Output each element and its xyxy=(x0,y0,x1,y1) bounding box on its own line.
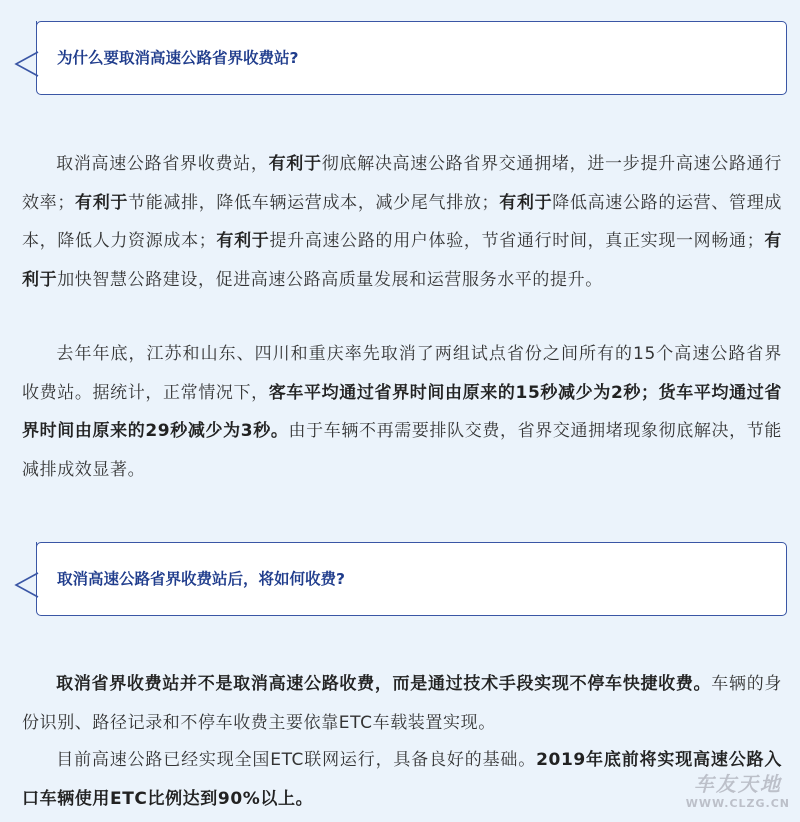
text-span: 提升高速公路的用户体验，节省通行时间，真正实现一网畅通； xyxy=(269,231,765,251)
bold-span: 有利于 xyxy=(268,154,322,174)
watermark-text: 车友天地 xyxy=(693,772,782,796)
paragraph-2 xyxy=(22,335,782,489)
text-span: 去年年底，江苏和山东、四川和重庆率先取消了两组试点省份之间所有的15个高速公路省界收费站。据统计，正常情况下， xyxy=(22,344,782,403)
paragraph-3 xyxy=(22,665,782,742)
bold-span: 有利于 xyxy=(74,192,129,213)
watermark-url: WWW.CLZG.CN xyxy=(685,797,790,810)
text-span: 由于车辆不再需要排队交费，省界交通拥堵现象彻底解决，节能减排成效显著。 xyxy=(22,421,782,480)
paragraph-1 xyxy=(22,145,782,299)
question-title-2: 取消高速公路省界收费站后，将如何收费? xyxy=(57,570,345,588)
text-span: 车辆的身份识别、路径记录和不停车收费主要依靠ETC车载装置实现。 xyxy=(22,674,783,733)
text-span: 彻底解决高速公路省界交通拥堵，进一步提升高速公路通行效率； xyxy=(22,154,782,213)
question-box-1 xyxy=(36,21,787,95)
bold-span: 有利于 xyxy=(22,231,782,290)
text-span: 目前高速公路已经实现全国ETC联网运行，具备良好的基础。 xyxy=(56,750,537,770)
question-box-2 xyxy=(36,542,787,616)
speech-pointer-icon xyxy=(14,50,40,78)
bold-span: 有利于 xyxy=(499,192,553,213)
question-title-1: 为什么要取消高速公路省界收费站? xyxy=(57,49,299,67)
watermark-logo xyxy=(686,774,790,814)
text-span: 节能减排，降低车辆运营成本，减少尾气排放； xyxy=(128,192,500,213)
text-span: 加快智慧公路建设，促进高速公路高质量发展和运营服务水平的提升。 xyxy=(57,269,603,290)
bold-span: 2019年底前将实现高速公路入口车辆使用ETC比例达到90%以上。 xyxy=(22,750,782,809)
paragraph-4 xyxy=(22,741,782,818)
text-span: 取消高速公路省界收费站， xyxy=(56,154,269,174)
bold-span: 取消省界收费站并不是取消高速公路收费，而是通过技术手段实现不停车快捷收费。 xyxy=(56,674,712,694)
bold-span: 有利于 xyxy=(216,231,270,251)
speech-pointer-icon xyxy=(14,571,40,599)
bold-span: 客车平均通过省界时间由原来的15秒减少为2秒；货车平均通过省界时间由原来的29秒减少为3秒。 xyxy=(22,382,783,441)
text-span: 降低高速公路的运营、管理成本，降低人力资源成本； xyxy=(22,192,782,251)
